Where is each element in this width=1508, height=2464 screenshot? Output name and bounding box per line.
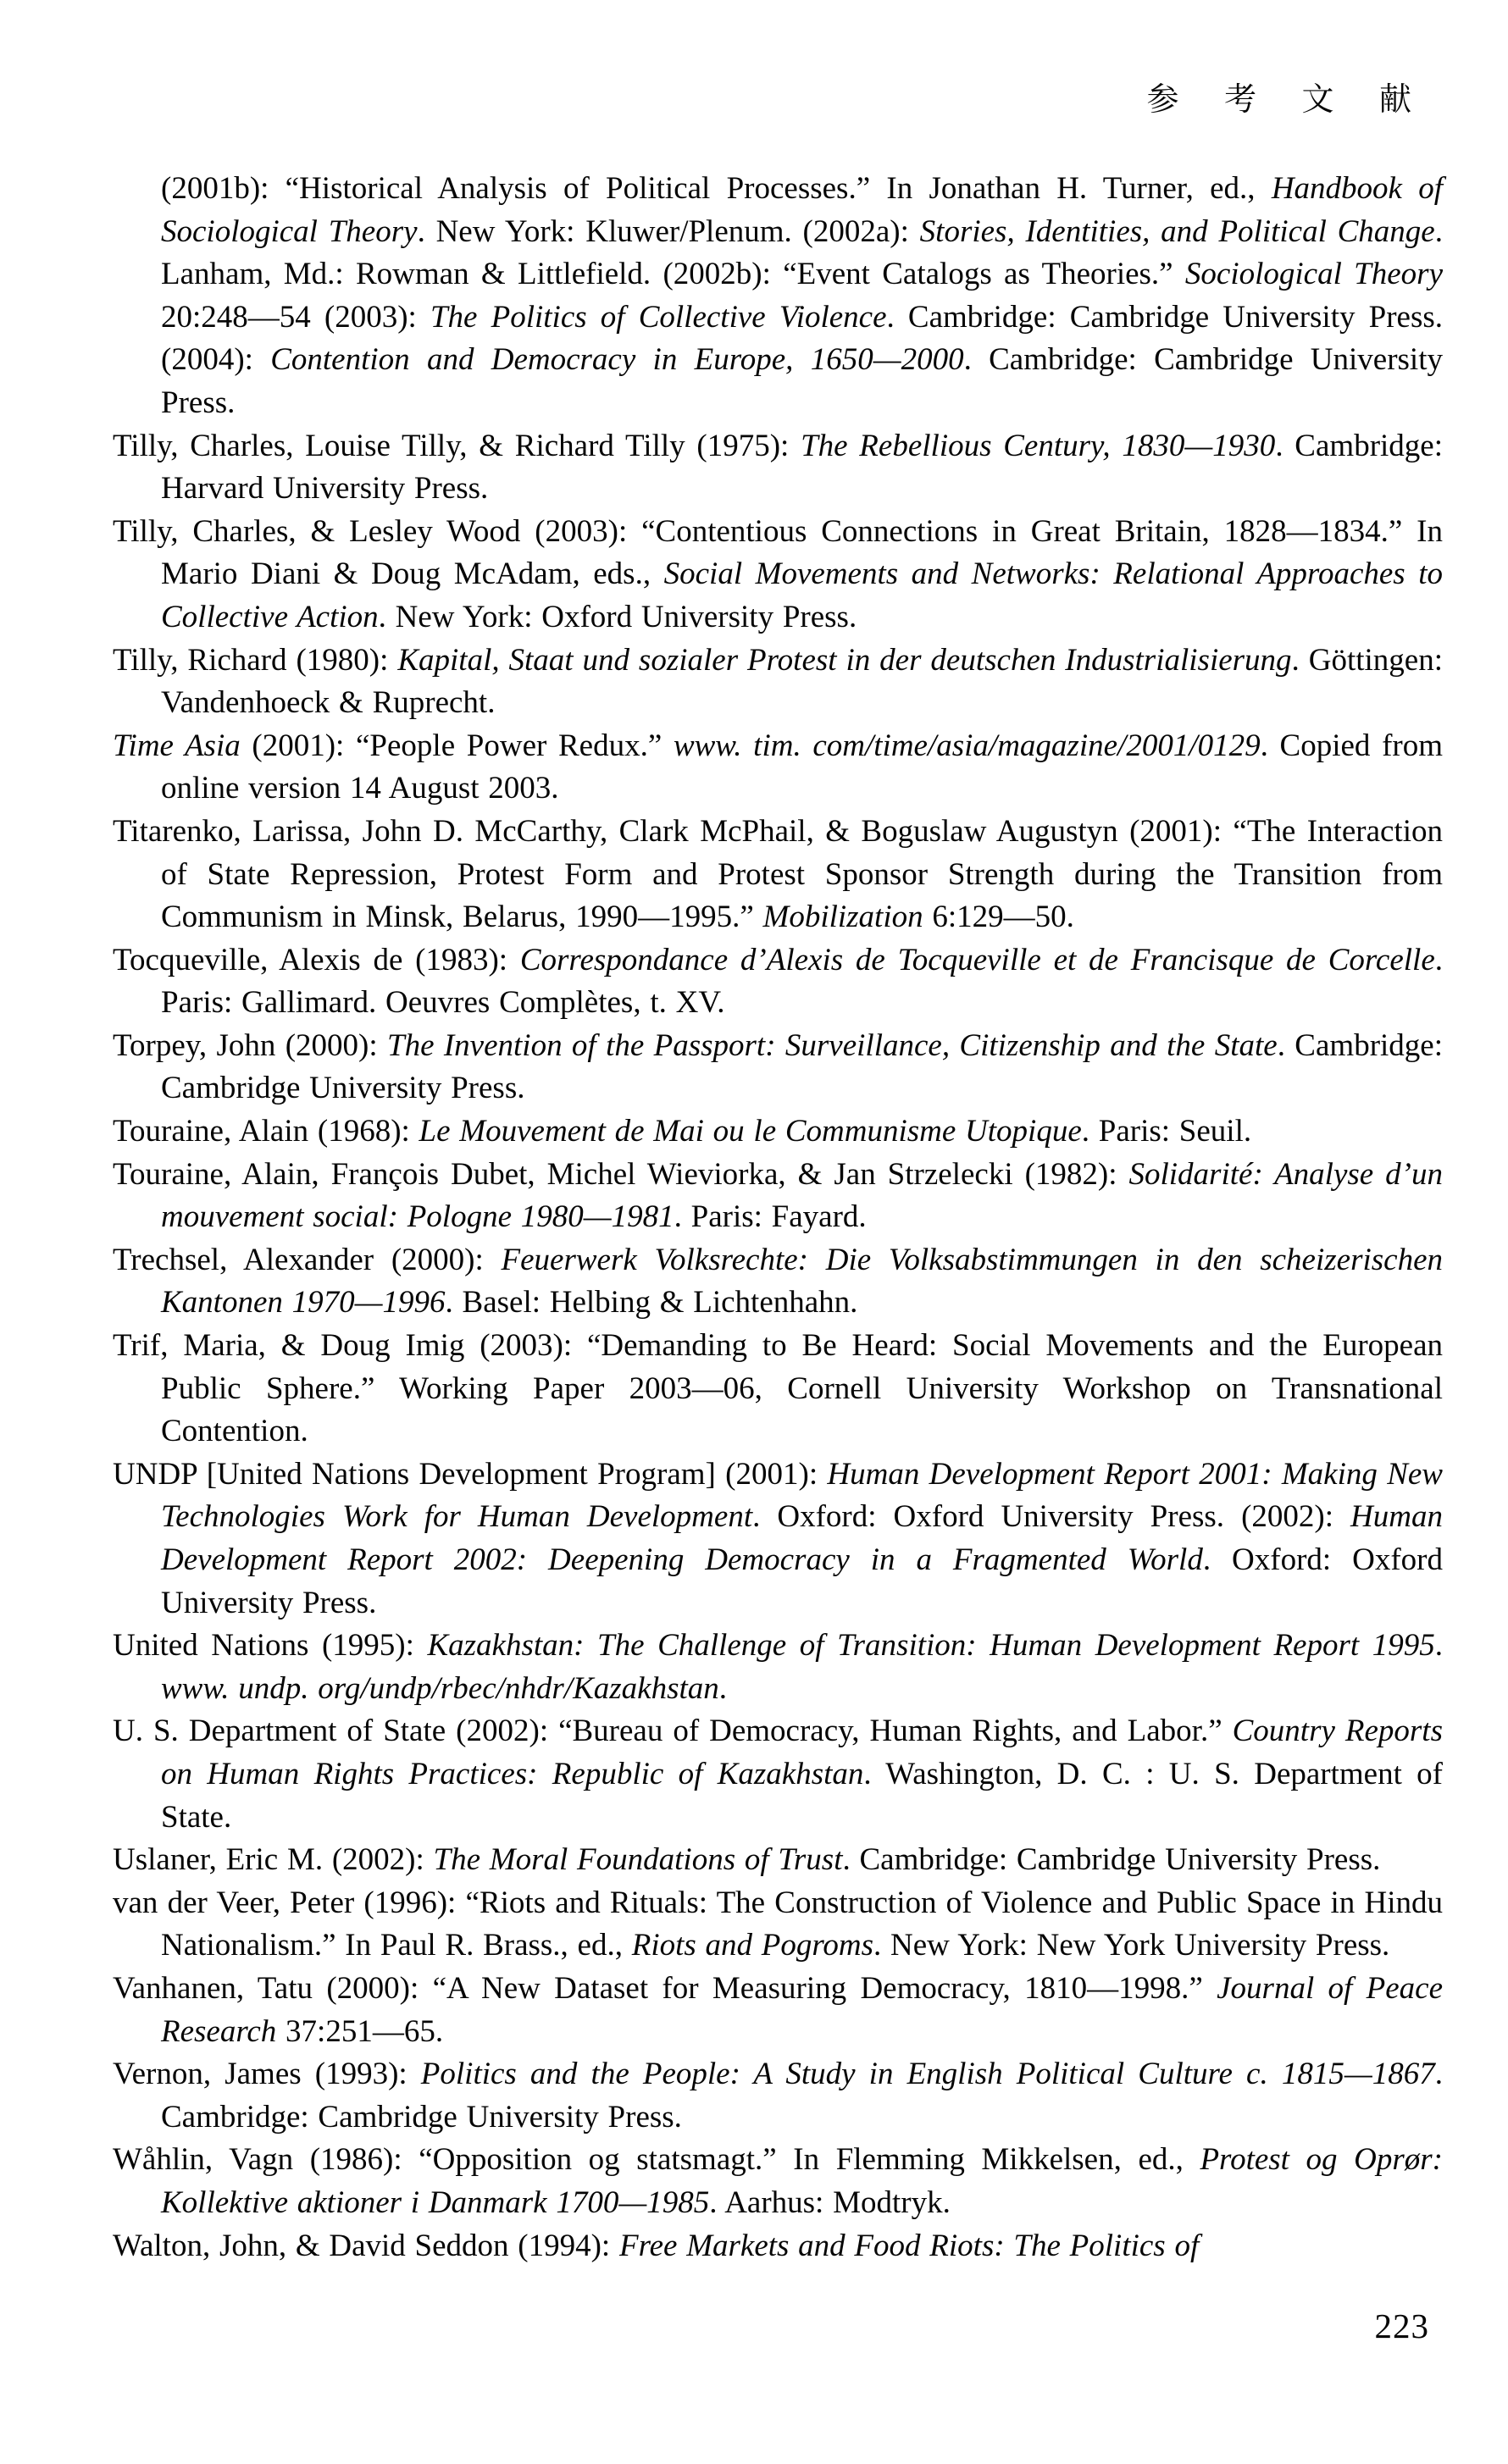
reference-title-italic: Le Mouvement de Mai ou le Communisme Utopique <box>419 1114 1082 1149</box>
reference-text: 6:129—50. <box>923 900 1074 935</box>
reference-text: . Aarhus: Modtryk. <box>709 2184 951 2220</box>
reference-list <box>113 168 1443 2267</box>
reference-title-italic: Mobilization <box>762 900 923 935</box>
reference-title-italic: Kapital, Staat und sozialer Protest in der deutschen Industrialisierung <box>397 642 1292 678</box>
reference-text: . Washington, D. C. : U. S. Department of State. <box>161 1756 1443 1835</box>
reference-text: . Cambridge: Cambridge University Press. <box>842 1842 1381 1878</box>
reference-text: . <box>1434 1628 1443 1664</box>
reference-text: Tilly, Charles, Louise Tilly, & Richard Tilly (1975): <box>113 428 801 463</box>
reference-text: 37:251—65. <box>276 2013 444 2049</box>
reference-entry <box>113 2225 1443 2268</box>
reference-entry <box>113 1239 1443 1325</box>
reference-entry <box>113 425 1443 511</box>
reference-title-italic: Stories, Identities, and Political Change <box>919 213 1435 249</box>
reference-title-italic: Journal of Peace Research <box>161 1970 1444 2049</box>
reference-text: Titarenko, Larissa, John D. McCarthy, Clark McPhail, & Boguslaw Augustyn (2001): “The Interaction of State Repression, Protest Form and Protest Sponsor Strength during the Transition from Communism in Minsk, Belarus, 1990—1995.” <box>113 813 1443 935</box>
reference-title-italic: www. undp. org/undp/rbec/nhdr/Kazakhstan <box>161 1670 719 1706</box>
reference-entry <box>113 640 1443 725</box>
reference-entry <box>113 1110 1443 1154</box>
reference-entry <box>113 725 1443 811</box>
reference-entry <box>113 1968 1443 2053</box>
reference-entry <box>113 2053 1443 2139</box>
reference-entry <box>113 1025 1443 1110</box>
reference-entry <box>113 1325 1443 1453</box>
reference-text: . Lanham, Md.: Rowman & Littlefield. (2002b): “Event Catalogs as Theories.” <box>161 213 1443 292</box>
reference-entry <box>113 2139 1443 2224</box>
reference-title-italic: Country Reports on Human Rights Practices: Republic of Kazakhstan <box>161 1714 1443 1791</box>
reference-text: . Cambridge: Cambridge University Press. <box>161 2057 1443 2135</box>
reference-title-italic: Human Development Report 2001: Making New Technologies Work for Human Development <box>161 1456 1443 1535</box>
page-header-chinese: 参 考 文 献 <box>1146 82 1430 118</box>
reference-title-italic: Handbook of Sociological Theory <box>161 171 1443 249</box>
reference-text: . Paris: Fayard. <box>674 1199 867 1235</box>
page-number: 223 <box>1374 2306 1429 2345</box>
reference-text: (2001): “People Power Redux.” <box>240 728 674 763</box>
reference-title-italic: Sociological Theory <box>1184 257 1443 292</box>
reference-title-italic: www. tim. com/time/asia/magazine/2001/0129 <box>673 728 1261 763</box>
reference-text: Tilly, Richard (1980): <box>113 642 398 678</box>
reference-entry <box>113 168 1443 425</box>
reference-text: . Basel: Helbing & Lichtenhahn. <box>445 1285 858 1321</box>
reference-text: . Cambridge: Cambridge University Press. (2004): <box>161 299 1443 378</box>
reference-title-italic: Solidarité: Analyse d’un mouvement social: Pologne 1980—1981 <box>161 1156 1443 1235</box>
reference-title-italic: Politics and the People: A Study in English Political Culture c. 1815—1867 <box>420 2057 1435 2092</box>
reference-text: Tocqueville, Alexis de (1983): <box>113 942 520 977</box>
reference-text: U. S. Department of State (2002): “Bureau of Democracy, Human Rights, and Labor.” <box>113 1714 1233 1749</box>
reference-text: . New York: Oxford University Press. <box>378 599 857 634</box>
reference-text: Touraine, Alain, François Dubet, Michel Wieviorka, & Jan Strzelecki (1982): <box>113 1156 1129 1192</box>
reference-text: . <box>718 1670 728 1706</box>
reference-entry <box>113 511 1443 640</box>
reference-entry <box>113 1625 1443 1710</box>
reference-text: Vanhanen, Tatu (2000): “A New Dataset for Measuring Democracy, 1810—1998.” <box>113 1970 1217 2006</box>
reference-entry <box>113 1882 1443 1968</box>
reference-text: UNDP [United Nations Development Program] (2001): <box>113 1456 828 1492</box>
reference-text: Wåhlin, Vagn (1986): “Opposition og statsmagt.” In Flemming Mikkelsen, ed., <box>113 2142 1200 2178</box>
reference-title-italic: Social Movements and Networks: Relational Approaches to Collective Action <box>161 556 1443 634</box>
reference-title-italic: The Invention of the Passport: Surveillance, Citizenship and the State <box>387 1027 1278 1063</box>
reference-text: Tilly, Charles, & Lesley Wood (2003): “Contentious Connections in Great Britain, 1828—1834.” In Mario Diani & Doug McAdam, eds., <box>113 513 1443 592</box>
reference-text: Trechsel, Alexander (2000): <box>113 1242 502 1277</box>
reference-title-italic: Correspondance d’Alexis de Tocqueville et de Francisque de Corcelle <box>519 942 1435 977</box>
reference-text: United Nations (1995): <box>113 1628 428 1664</box>
reference-text: Torpey, John (2000): <box>113 1027 387 1063</box>
reference-text: 20:248—54 (2003): <box>161 299 430 335</box>
reference-title-italic: Kazakhstan: The Challenge of Transition: Human Development Report 1995 <box>427 1628 1435 1664</box>
reference-title-italic: Feuerwerk Volksrechte: Die Volksabstimmungen in den scheizerischen Kantonen 1970—1996 <box>161 1242 1443 1321</box>
reference-text: . Cambridge: Cambridge University Press. <box>161 1027 1443 1106</box>
reference-title-italic: The Politics of Collective Violence <box>430 299 887 335</box>
reference-text: van der Veer, Peter (1996): “Riots and Rituals: The Construction of Violence and Public Space in Hindu Nationalism.” In Paul R. Brass., ed., <box>113 1885 1443 1963</box>
reference-entry <box>113 1839 1443 1882</box>
reference-text: Uslaner, Eric M. (2002): <box>113 1842 434 1878</box>
reference-text: Walton, John, & David Seddon (1994): <box>113 2228 619 2263</box>
reference-entry <box>113 1710 1443 1839</box>
reference-text: . Paris: Seuil. <box>1081 1114 1252 1149</box>
reference-title-italic: The Rebellious Century, 1830—1930 <box>801 428 1276 463</box>
reference-text: . New York: New York University Press. <box>873 1928 1390 1963</box>
reference-text: . Oxford: Oxford University Press. <box>161 1542 1443 1620</box>
reference-title-italic: Contention and Democracy in Europe, 1650—2000 <box>270 342 964 378</box>
reference-text: (2001b): “Historical Analysis of Political Processes.” In Jonathan H. Turner, ed., <box>161 171 1272 206</box>
reference-text: . Oxford: Oxford University Press. (2002): <box>752 1499 1351 1535</box>
reference-title-italic: The Moral Foundations of Trust <box>433 1842 843 1878</box>
reference-text: . Cambridge: Cambridge University Press. <box>161 342 1443 420</box>
reference-text: . Paris: Gallimard. Oeuvres Complètes, t. XV. <box>161 942 1443 1021</box>
reference-title-italic: Time Asia <box>113 728 241 763</box>
reference-entry <box>113 1453 1443 1625</box>
reference-text: . Copied from online version 14 August 2003. <box>161 728 1443 806</box>
reference-text: . Cambridge: Harvard University Press. <box>161 428 1443 507</box>
reference-title-italic: Protest og Oprør: Kollektive aktioner i Danmark 1700—1985 <box>161 2142 1443 2220</box>
reference-text: Vernon, James (1993): <box>113 2057 421 2092</box>
reference-entry <box>113 811 1443 939</box>
reference-entry <box>113 939 1443 1025</box>
reference-text: Trif, Maria, & Doug Imig (2003): “Demanding to Be Heard: Social Movements and the European Public Sphere.” Working Paper 2003—06, Cornell University Workshop on Transnational Contention. <box>113 1328 1443 1449</box>
reference-text: . New York: Kluwer/Plenum. (2002a): <box>417 213 920 249</box>
reference-text: . Göttingen: Vandenhoeck & Ruprecht. <box>161 642 1443 721</box>
reference-entry <box>113 1154 1443 1239</box>
reference-title-italic: Free Markets and Food Riots: The Politics of <box>618 2228 1200 2263</box>
reference-text: Touraine, Alain (1968): <box>113 1114 419 1149</box>
reference-title-italic: Riots and Pogroms <box>631 1928 874 1963</box>
reference-title-italic: Human Development Report 2002: Deepening Democracy in a Fragmented World <box>161 1499 1443 1577</box>
